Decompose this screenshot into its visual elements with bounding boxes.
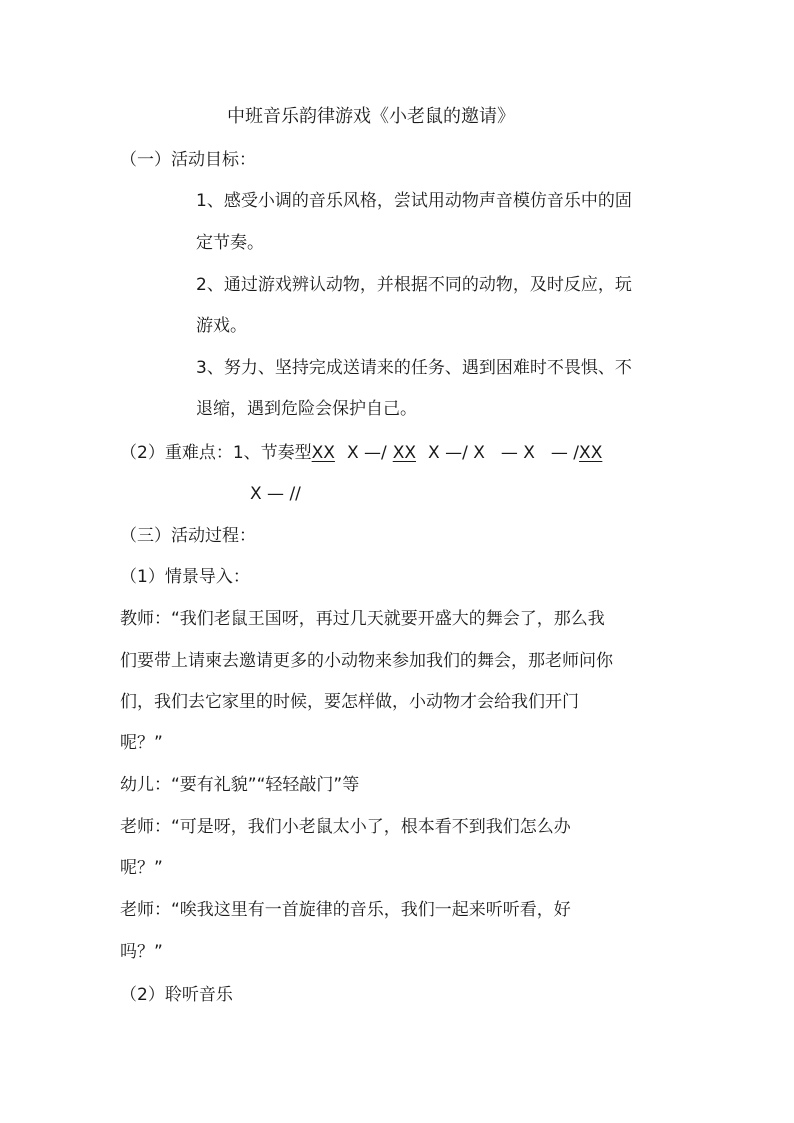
goal-2-line-2: 游戏。 [196,316,247,336]
dialogue-2: 幼儿：“要有礼貌”“轻轻敲门”等 [120,775,360,795]
rhythm-line-1 [120,441,602,465]
rhythm-segment-6: — / [550,443,580,463]
goal-2-line-1: 2、通过游戏辨认动物，并根据不同的动物，及时反应，玩 [196,275,632,295]
dialogue-3-line-2: 呢？” [120,858,163,878]
section-3-heading: （三）活动过程： [120,526,256,546]
goal-1-line-2: 定节奏。 [196,233,264,253]
dialogue-1-line-2: 们要带上请柬去邀请更多的小动物来参加我们的舞会，那老师问你 [120,651,613,671]
dialogue-3-line-1: 老师：“可是呀，我们小老鼠太小了，根本看不到我们怎么办 [120,817,571,837]
dialogue-4-line-2: 吗？” [120,942,163,962]
section-2-prefix: （2）重难点：1、节奏型 [120,443,312,463]
dialogue-1-line-1: 教师：“我们老鼠王国呀，再过几天就要开盛大的舞会了，那么我 [120,609,605,629]
goal-3-line-1: 3、努力、坚持完成送请来的任务、遇到困难时不畏惧、不 [196,358,632,378]
rhythm-segment-5: — X [500,443,535,463]
dialogue-4-line-1: 老师：“唉我这里有一首旋律的音乐，我们一起来听听看，好 [120,900,571,920]
rhythm-segment-4: X —/ X [428,443,485,463]
subsection-2-heading: （2）聆听音乐 [120,985,233,1005]
section-1-heading: （一）活动目标： [120,150,256,170]
subsection-1-heading: （1）情景导入： [120,567,250,587]
dialogue-1-line-4: 呢？” [120,733,163,753]
goal-3-line-2: 退缩，遇到危险会保护自己。 [196,399,417,419]
dialogue-1-line-3: 们，我们去它家里的时候，要怎样做，小动物才会给我们开门 [120,692,579,712]
goal-1-line-1: 1、感受小调的音乐风格，尝试用动物声音模仿音乐中的固 [196,191,632,211]
rhythm-segment-2: X —/ [346,443,387,463]
rhythm-line-2: X — // [250,484,301,504]
rhythm-underlined-1: XX [311,443,335,463]
document-title: 中班音乐韵律游戏《小老鼠的邀请》 [227,106,515,127]
rhythm-underlined-3: XX [392,443,417,463]
rhythm-underlined-7: XX [579,443,603,463]
